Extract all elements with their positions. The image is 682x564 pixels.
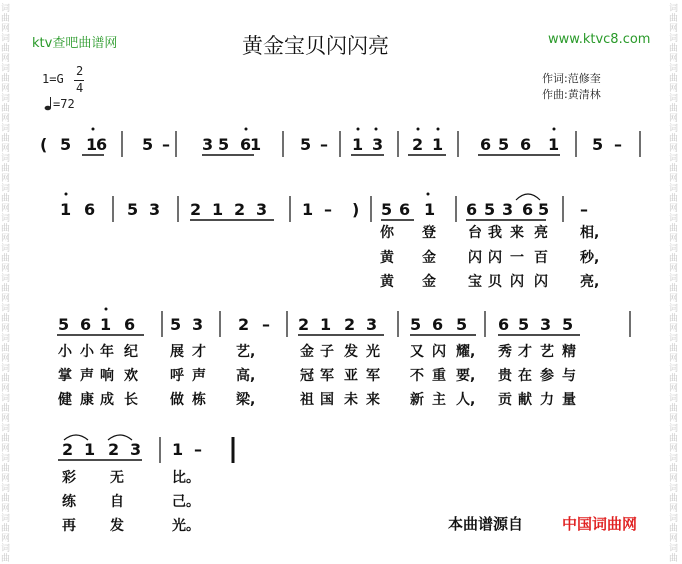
lyric-line3-r2-c17: 量 [562,392,576,408]
lyric-line3-r2-c1: 康 [80,392,94,408]
note-line4-4: 1 [172,440,184,459]
lyric-line3-r2-c3: 长 [124,392,138,408]
lyric-line3-r2-c0: 健 [58,392,72,408]
lyric-line3-r0-c14: 秀 [498,344,512,360]
note-line3-7: – [262,315,270,334]
watermark-char: 曲 [669,344,679,354]
watermark-char: 网 [669,414,679,424]
watermark-char: 曲 [1,164,11,174]
lyric-line2-r2-c5: 闪 [534,274,548,290]
lyric-line3-r2-c14: 贡 [498,392,512,408]
watermark-char: 词 [669,514,679,524]
watermark-char: 曲 [1,44,11,54]
lyric-line3-r2-c9: 未 [344,392,358,408]
watermark-char: 网 [669,54,679,64]
watermark-char: 曲 [669,284,679,294]
watermark-char: 词 [669,394,679,404]
note-line1-5: – [162,135,170,154]
note-line2-10: ) [352,200,360,219]
note-line3-0: 5 [58,315,70,334]
note-line1-18: 6 [520,135,532,154]
lyric-line3-r0-c3: 纪 [124,344,138,360]
note-line2-3: 3 [149,200,161,219]
composer-credit: 作曲:黄清林 [542,88,601,101]
note-line2-7: 3 [256,200,268,219]
note-line3-3: 6 [124,315,136,334]
lyric-line2-r0-c1: 登 [422,225,436,241]
watermark-char: 词 [669,184,679,194]
watermark-char: 曲 [1,524,11,534]
watermark-char: 词 [669,4,679,14]
lyric-line2-r1-c4: 一 [510,250,524,266]
watermark-char: 网 [669,264,679,274]
lyric-line3-r1-c9: 亚 [344,368,358,384]
watermark-char: 曲 [1,404,11,414]
lyric-line3-r0-c5: 才 [192,344,206,360]
watermark-char: 词 [1,544,11,554]
watermark-char: 曲 [669,494,679,504]
watermark-char: 曲 [669,164,679,174]
lyric-line3-r0-c10: 光 [366,344,380,360]
note-line2-5: 1 [212,200,224,219]
watermark-char: 词 [1,394,11,404]
note-line3-6: 2 [238,315,250,334]
lyric-line3-r2-c10: 来 [366,392,380,408]
lyric-line2-r0-c0: 你 [380,225,394,241]
lyric-line3-r2-c13: 人, [456,392,476,408]
watermark-char: 网 [1,504,11,514]
watermark-char: 词 [669,244,679,254]
lyric-line3-r0-c2: 年 [100,344,114,360]
watermark-char: 词 [1,154,11,164]
watermark-char: 词 [669,154,679,164]
watermark-char: 词 [669,94,679,104]
watermark-char: 网 [1,414,11,424]
lyric-line3-r1-c17: 与 [562,368,576,384]
lyric-line2-r1-c0: 黄 [380,250,394,266]
note-line2-2: 5 [127,200,139,219]
lyric-line3-r1-c8: 军 [320,368,334,384]
watermark-char: 网 [1,384,11,394]
lyric-line4-r0-c2: 比。 [172,470,200,486]
note-line1-12: 1 [352,135,364,154]
note-line3-18: 5 [562,315,574,334]
lyric-line2-r0-c5: 亮 [534,225,548,241]
note-line3-5: 3 [192,315,204,334]
watermark-char: 网 [1,144,11,154]
note-line2-6: 2 [234,200,246,219]
note-line2-18: 5 [538,200,550,219]
watermark-char: 网 [669,84,679,94]
watermark-char: 网 [669,384,679,394]
note-line3-14: 5 [456,315,468,334]
lyric-line3-r0-c15: 才 [518,344,532,360]
lyric-line3-r1-c3: 欢 [124,368,138,384]
lyric-line3-r1-c2: 响 [100,368,114,384]
watermark-char: 曲 [669,554,679,564]
note-line3-1: 6 [80,315,92,334]
watermark-char: 网 [669,114,679,124]
note-line1-0: ( [40,135,48,154]
watermark-char: 网 [1,234,11,244]
note-line1-10: 5 [300,135,312,154]
note-line1-3: 6 [96,135,108,154]
lyric-line2-r0-c2: 台 [468,225,482,241]
lyric-line3-r1-c4: 呼 [170,368,184,384]
lyric-line2-r0-c3: 我 [488,225,502,241]
watermark-char: 曲 [1,14,11,24]
lyric-line3-r1-c14: 贵 [498,368,512,384]
watermark-char: 词 [1,364,11,374]
watermark-char: 网 [669,474,679,484]
watermark-char: 词 [669,304,679,314]
lyric-line3-r1-c15: 在 [518,368,532,384]
watermark-char: 曲 [669,254,679,264]
watermark-char: 曲 [1,284,11,294]
note-line1-2: 1 [86,135,98,154]
lyric-line4-r2-c2: 光。 [172,518,200,534]
note-line2-17: 6 [522,200,534,219]
lyric-line3-r0-c11: 又 [410,344,424,360]
note-line2-16: 3 [502,200,514,219]
note-line1-1: 5 [60,135,72,154]
lyric-line2-r2-c1: 金 [422,274,436,290]
watermark-char: 曲 [669,104,679,114]
lyric-line3-r2-c11: 新 [410,392,424,408]
key-signature: 1=G [42,72,64,86]
watermark-char: 词 [1,274,11,284]
watermark-char: 词 [1,34,11,44]
note-line1-16: 6 [480,135,492,154]
lyric-line3-r0-c17: 精 [562,344,576,360]
note-line4-1: 1 [84,440,96,459]
watermark-char: 网 [669,24,679,34]
lyric-line3-r0-c7: 金 [300,344,314,360]
watermark-char: 词 [1,4,11,14]
watermark-char: 网 [669,534,679,544]
watermark-char: 曲 [669,374,679,384]
note-line3-11: 3 [366,315,378,334]
watermark-char: 曲 [1,344,11,354]
watermark-char: 词 [669,454,679,464]
watermark-char: 曲 [1,314,11,324]
watermark-char: 词 [669,274,679,284]
watermark-char: 曲 [669,44,679,54]
note-line1-15: 1 [432,135,444,154]
watermark-char: 曲 [1,224,11,234]
note-line1-9: 1 [250,135,262,154]
watermark-char: 曲 [669,224,679,234]
watermark-char: 曲 [669,314,679,324]
watermark-char: 词 [1,424,11,434]
time-signature-bottom: 4 [76,81,84,95]
lyric-line4-r2-c0: 再 [62,518,76,534]
note-line2-15: 5 [484,200,496,219]
note-line3-13: 6 [432,315,444,334]
note-line2-1: 6 [84,200,96,219]
watermark-char: 曲 [1,104,11,114]
watermark-char: 词 [669,334,679,344]
lyric-line3-r1-c16: 参 [540,368,554,384]
watermark-char: 词 [1,64,11,74]
note-line1-11: – [320,135,328,154]
watermark-char: 词 [1,514,11,524]
note-line3-17: 3 [540,315,552,334]
watermark-char: 网 [1,264,11,274]
note-line1-6: 3 [202,135,214,154]
lyric-line3-r1-c11: 不 [410,368,424,384]
source-brand-link[interactable]: 中国词曲网 [562,515,638,533]
note-line2-0: 1 [60,200,72,219]
watermark-char: 词 [669,34,679,44]
lyric-line3-r0-c6: 艺, [236,344,256,360]
watermark-char: 曲 [1,194,11,204]
note-line1-14: 2 [412,135,424,154]
watermark-char: 词 [669,364,679,374]
note-line1-21: – [614,135,622,154]
lyric-line3-r0-c9: 发 [344,344,358,360]
lyric-line4-r0-c0: 彩 [62,470,76,486]
lyric-line4-r2-c1: 发 [110,518,124,534]
watermark-char: 网 [1,444,11,454]
watermark-char: 词 [1,184,11,194]
lyric-line4-r1-c0: 练 [62,494,76,510]
note-line3-9: 1 [320,315,332,334]
watermark-char: 词 [669,214,679,224]
lyric-line3-r2-c15: 献 [518,392,532,408]
lyric-line2-r1-c2: 闪 [468,250,482,266]
watermark-char: 网 [1,294,11,304]
note-line1-13: 3 [372,135,384,154]
lyric-line3-r0-c16: 艺 [540,344,554,360]
watermark-char: 曲 [1,374,11,384]
lyric-line3-r1-c6: 高, [236,368,256,384]
watermark-char: 网 [1,24,11,34]
note-line2-4: 2 [190,200,202,219]
note-line2-19: – [580,200,588,219]
source-label: 本曲谱源自 [448,515,524,533]
watermark-char: 网 [669,204,679,214]
watermark-char: 曲 [1,494,11,504]
lyric-line2-r2-c0: 黄 [380,274,394,290]
lyric-line2-r0-c6: 相, [580,225,600,241]
watermark-char: 曲 [1,554,11,564]
watermark-char: 词 [669,424,679,434]
watermark-char: 曲 [669,74,679,84]
watermark-char: 网 [669,324,679,334]
watermark-char: 词 [1,304,11,314]
note-line3-12: 5 [410,315,422,334]
watermark-char: 词 [669,484,679,494]
watermark-char: 词 [1,244,11,254]
watermark-char: 曲 [1,434,11,444]
watermark-char: 网 [669,234,679,244]
lyric-line2-r0-c4: 来 [510,225,524,241]
watermark-char: 网 [1,174,11,184]
note-line1-8: 6 [240,135,252,154]
note-line1-4: 5 [142,135,154,154]
lyric-line2-r1-c6: 秒, [580,250,600,266]
lyric-line2-r2-c2: 宝 [468,274,482,290]
note-line2-11: 5 [381,200,393,219]
watermark-char: 网 [1,204,11,214]
lyric-line3-r2-c12: 主 [432,392,446,408]
watermark-char: 曲 [669,14,679,24]
note-line2-8: 1 [302,200,314,219]
lyric-line4-r0-c1: 无 [110,470,124,486]
watermark-char: 词 [1,94,11,104]
watermark-char: 网 [1,474,11,484]
lyric-line4-r1-c2: 己。 [172,494,200,510]
song-title: 黄金宝贝闪闪亮 [242,34,389,58]
watermark-char: 曲 [1,134,11,144]
watermark-char: 网 [669,144,679,154]
lyric-line3-r2-c4: 做 [170,392,184,408]
tempo-marking: =72 [53,97,75,111]
note-line3-2: 1 [100,315,112,334]
lyric-line3-r1-c0: 掌 [58,368,72,384]
watermark-char: 曲 [669,194,679,204]
lyric-line3-r2-c16: 力 [540,392,554,408]
lyric-line3-r2-c6: 梁, [236,392,256,408]
note-line4-5: – [194,440,202,459]
watermark-char: 网 [669,444,679,454]
lyric-line3-r1-c7: 冠 [300,368,314,384]
note-line2-13: 1 [424,200,436,219]
watermark-char: 曲 [669,524,679,534]
watermark-char: 词 [669,124,679,134]
watermark-char: 曲 [669,434,679,444]
watermark-char: 网 [1,354,11,364]
lyric-line3-r2-c7: 祖 [300,392,314,408]
watermark-char: 网 [669,294,679,304]
lyric-line2-r2-c4: 闪 [510,274,524,290]
lyric-line2-r1-c5: 百 [534,250,548,266]
lyric-line3-r2-c8: 国 [320,392,334,408]
lyric-line3-r0-c4: 展 [170,344,184,360]
watermark-char: 词 [1,124,11,134]
note-line1-19: 1 [548,135,560,154]
note-line4-3: 3 [130,440,142,459]
note-line1-17: 5 [498,135,510,154]
lyric-line3-r0-c0: 小 [58,344,72,360]
lyric-line3-r1-c10: 军 [366,368,380,384]
time-signature-top: 2 [76,64,84,78]
lyric-line3-r0-c12: 闪 [432,344,446,360]
note-line3-16: 5 [518,315,530,334]
watermark-char: 网 [669,504,679,514]
watermark-char: 网 [1,84,11,94]
lyricist-credit: 作词:范修奎 [542,72,601,85]
note-line4-0: 2 [62,440,74,459]
note-line3-10: 2 [344,315,356,334]
note-line2-14: 6 [466,200,478,219]
watermark-char: 词 [1,334,11,344]
watermark-char: 曲 [1,254,11,264]
watermark-char: 词 [669,64,679,74]
note-line1-7: 5 [218,135,230,154]
watermark-char: 网 [1,54,11,64]
watermark-char: 词 [1,454,11,464]
watermark-char: 曲 [669,134,679,144]
lyric-line2-r1-c3: 闪 [488,250,502,266]
note-line3-8: 2 [298,315,310,334]
watermark-char: 网 [1,534,11,544]
lyric-line3-r0-c1: 小 [80,344,94,360]
site-url-right[interactable]: www.ktvc8.com [548,32,651,47]
lyric-line3-r2-c2: 成 [100,392,114,408]
lyric-line3-r1-c5: 声 [192,368,206,384]
watermark-char: 曲 [669,464,679,474]
note-line3-15: 6 [498,315,510,334]
note-line2-12: 6 [399,200,411,219]
lyric-line3-r0-c13: 耀, [456,344,476,360]
lyric-line3-r2-c5: 栋 [192,392,206,408]
watermark-char: 网 [669,354,679,364]
watermark-char: 词 [1,214,11,224]
watermark-char: 曲 [1,464,11,474]
lyric-line4-r1-c1: 自 [110,494,124,510]
lyric-line3-r1-c1: 声 [80,368,94,384]
note-line2-9: – [324,200,332,219]
watermark-char: 网 [1,114,11,124]
lyric-line2-r1-c1: 金 [422,250,436,266]
lyric-line3-r0-c8: 子 [320,344,334,360]
note-line1-20: 5 [592,135,604,154]
watermark-char: 词 [669,544,679,554]
note-line3-4: 5 [170,315,182,334]
watermark-char: 网 [1,324,11,334]
site-label-left[interactable]: ktv查吧曲谱网 [32,36,118,51]
watermark-char: 曲 [1,74,11,84]
lyric-line3-r1-c12: 重 [432,368,446,384]
lyric-line3-r1-c13: 要, [456,368,476,384]
watermark-char: 词 [1,484,11,494]
lyric-line2-r2-c3: 贝 [488,274,502,290]
note-line4-2: 2 [108,440,120,459]
watermark-char: 网 [669,174,679,184]
watermark-char: 曲 [669,404,679,414]
lyric-line2-r2-c6: 亮, [580,274,600,290]
